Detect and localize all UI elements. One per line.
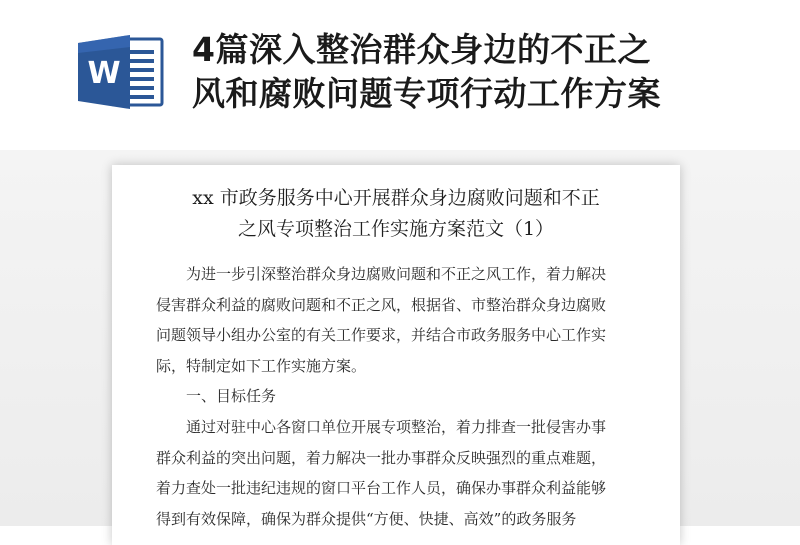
section-heading-goals [156, 381, 648, 412]
section-heading-text: 一、目标任务 [156, 387, 277, 405]
paragraph-line: 群众利益的突出问题，着力解决一批办事群众反映强烈的重点难题， [156, 448, 607, 467]
header-title-line-1: 4篇深入整治群众身边的不正之 [192, 30, 651, 69]
paragraph-goals [156, 412, 648, 534]
paragraph-line: 侵害群众利益的腐败问题和不正之风，根据省、市整治群众身边腐败 [156, 295, 607, 314]
paragraph-line: 问题领导小组办公室的有关工作要求，并结合市政务服务中心工作实 [156, 326, 607, 344]
paragraph-line: 通过对驻中心各窗口单位开展专项整治，着力排查一批侵害办事 [156, 418, 607, 436]
paragraph-line: 得到有效保障，确保为群众提供“方便、快捷、高效”的政务服务 [156, 509, 577, 528]
document-page [112, 165, 680, 545]
word-document-icon [76, 33, 164, 111]
header-title-line-2: 风和腐败问题专项行动工作方案 [192, 74, 661, 113]
document-title [112, 183, 680, 245]
word-icon-letter: W [87, 56, 121, 91]
header-title [192, 28, 752, 116]
header-banner [0, 0, 800, 150]
document-title-line-2: 之风专项整治工作实施方案范文（1） [237, 218, 555, 240]
document-title-line-1: xx 市政务服务中心开展群众身边腐败问题和不正 [192, 187, 600, 209]
paragraph-line: 际，特制定如下工作实施方案。 [156, 356, 367, 375]
paragraph-line: 为进一步引深整治群众身边腐败问题和不正之风工作，着力解决 [156, 265, 607, 283]
paragraph-line: 着力查处一批违纪违规的窗口平台工作人员，确保办事群众利益能够 [156, 479, 607, 497]
paragraph-intro [156, 259, 648, 381]
